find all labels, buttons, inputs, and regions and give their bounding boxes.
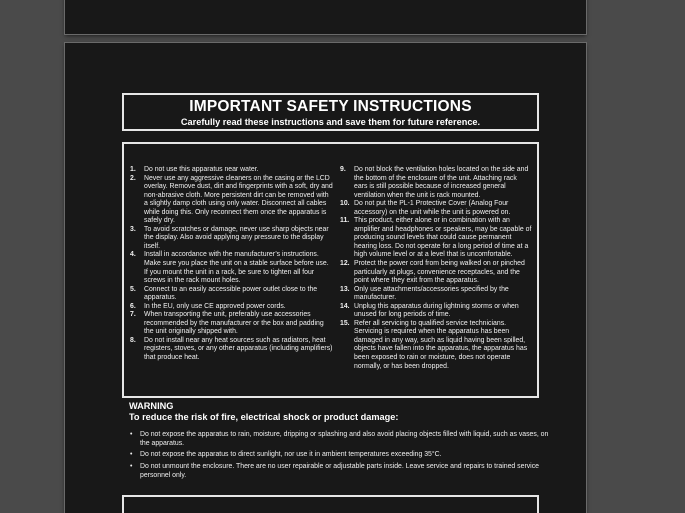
instruction-text: Do not use this apparatus near water. <box>144 166 259 173</box>
instruction-number: 12. <box>340 260 350 268</box>
instruction-number: 7. <box>130 311 136 319</box>
instruction-item <box>340 286 532 303</box>
instruction-item <box>130 175 333 226</box>
instruction-item <box>340 200 532 217</box>
instructions-column-right <box>340 166 532 371</box>
instruction-text: Unplug this apparatus during lightning storms or when unused for long periods of time. <box>354 302 519 319</box>
next-section-box <box>122 495 539 513</box>
instruction-item <box>130 311 333 337</box>
instruction-number: 11. <box>340 217 350 225</box>
instruction-item <box>130 251 333 285</box>
instruction-number: 10. <box>340 200 350 208</box>
warning-text: Do not expose the apparatus to direct sunlight, nor use it in ambient temperatures exceeding 35°C. <box>140 451 442 459</box>
instruction-number: 8. <box>130 336 136 344</box>
instruction-item <box>340 260 532 286</box>
instruction-number: 14. <box>340 302 350 310</box>
instruction-text: Never use any aggressive cleaners on the casing or the LCD overlay. Remove dust, dirt and fingerprints with a soft, dry and non-abrasive cloth. More persistent dirt can be removed with a slightly damp cloth using only water. Disconnect all cables while doing this. Only reconnect them once the apparatus is safely dry. <box>144 174 333 225</box>
instruction-number: 9. <box>340 166 346 173</box>
bullet-icon: • <box>130 451 133 459</box>
page-title: IMPORTANT SAFETY INSTRUCTIONS <box>189 98 472 115</box>
bullet-icon: • <box>130 462 133 470</box>
bullet-icon: • <box>130 431 133 438</box>
instruction-item <box>130 226 333 252</box>
warning-list <box>129 431 559 481</box>
warning-item <box>129 431 559 449</box>
instruction-number: 4. <box>130 251 136 259</box>
instruction-number: 3. <box>130 225 136 233</box>
previous-page <box>65 0 586 34</box>
warning-item <box>129 451 559 460</box>
instruction-text: Do not install near any heat sources such as radiators, heat registers, stoves, or any other apparatus (including amplifiers) that produce heat. <box>144 336 333 362</box>
instruction-text: Protect the power cord from being walked on or pinched particularly at plugs, convenience receptacles, and the point where they exit from the apparatus. <box>354 260 525 285</box>
instruction-item <box>130 286 333 303</box>
instruction-number: 6. <box>130 302 136 310</box>
instruction-number: 2. <box>130 174 136 182</box>
page-subtitle: Carefully read these instructions and save them for future reference. <box>180 117 481 127</box>
warning-subheading: To reduce the risk of fire, electrical shock or product damage: <box>129 412 399 422</box>
instruction-text: Do not block the ventilation holes located on the side and the bottom of the enclosure of the unit. Attaching rack ears is still possible because of increased general ventilation when the unit is rack mounted. <box>354 166 529 199</box>
warning-heading: WARNING <box>129 401 174 411</box>
instruction-number: 1. <box>130 166 136 173</box>
instructions-column-left <box>130 166 333 363</box>
instruction-text: To avoid scratches or damage, never use sharp objects near the display. Also avoid applying any pressure to the display itself. <box>144 225 329 250</box>
instruction-text: When transporting the unit, preferably use accessories recommended by the manufacturer or the box and padding the unit originally shipped with. <box>144 311 324 336</box>
instruction-number: 15. <box>340 319 350 327</box>
instruction-item <box>130 337 333 363</box>
instruction-text: Only use attachments/accessories specified by the manufacturer. <box>354 285 509 302</box>
title-box <box>122 93 539 131</box>
warning-text: Do not unmount the enclosure. There are no user repairable or adjustable parts inside. Leave service and repairs to trained service personnel only. <box>140 462 539 479</box>
instruction-text: Connect to an easily accessible power outlet close to the apparatus. <box>144 285 318 302</box>
instruction-item <box>340 166 532 200</box>
instruction-text: Do not put the PL-1 Protective Cover (Analog Four accessory) on the unit while the unit is powered on. <box>354 200 511 216</box>
instruction-text: This product, either alone or in combination with an amplifier and headphones or speakers, may be capable of producing sound levels that could cause permanent hearing loss. Do not operate for a long period of time at a high volume level or at a level that is uncomfortable. <box>354 217 532 259</box>
instruction-item <box>340 217 532 260</box>
instructions-box <box>122 142 539 398</box>
instruction-number: 5. <box>130 285 136 293</box>
instruction-number: 13. <box>340 285 350 293</box>
instruction-text: In the EU, only use CE approved power cords. <box>144 302 286 310</box>
instruction-item <box>340 320 532 371</box>
warning-item <box>129 463 559 481</box>
instruction-item <box>130 166 333 175</box>
warning-section <box>129 401 559 483</box>
warning-text: Do not expose the apparatus to rain, moisture, dripping or splashing and also avoid placing objects filled with liquid, such as vases, on the apparatus. <box>140 431 549 447</box>
instruction-item <box>130 303 333 312</box>
document-page <box>65 43 586 513</box>
instruction-text: Install in accordance with the manufacturer’s instructions. Make sure you place the unit on a stable surface before use. If you mount the unit in a rack, be sure to tighten all four screws in the rack mount holes. <box>144 251 329 285</box>
instruction-text: Refer all servicing to qualified service technicians. Servicing is required when the apparatus has been damaged in any way, such as liquid having been spilled, objects have fallen into the apparatus, the apparatus has been exposed to rain or moisture, does not operate normally, or has been dropped. <box>354 319 528 370</box>
instruction-item <box>340 303 532 320</box>
